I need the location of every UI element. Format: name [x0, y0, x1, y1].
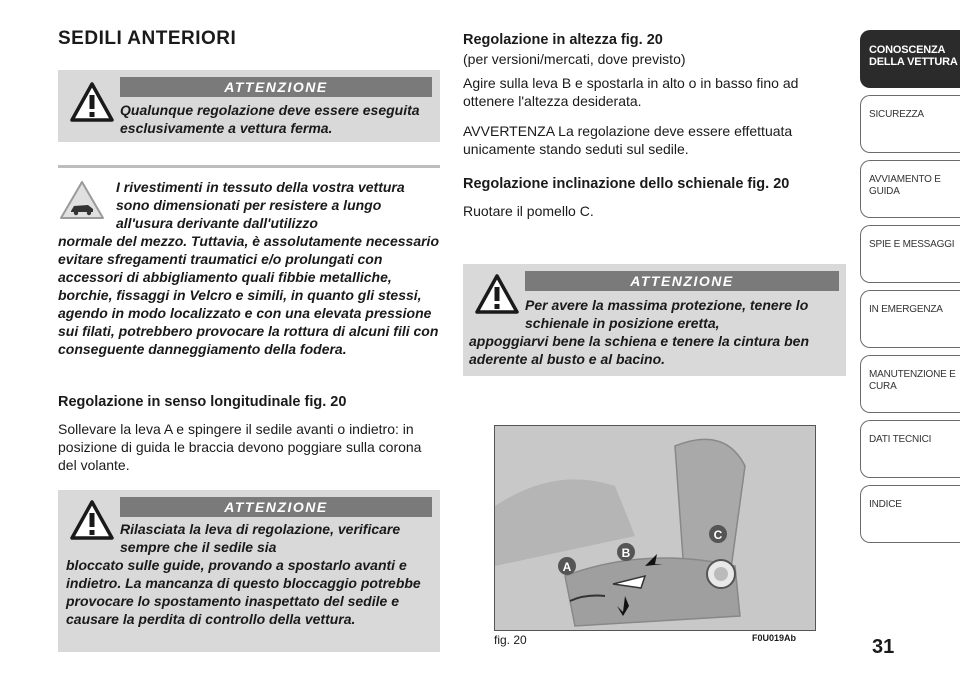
figure-caption: fig. 20 — [494, 633, 527, 647]
seat-adjustment-figure — [494, 425, 816, 631]
warning-box-lever — [58, 490, 440, 652]
warning-label: ATTENZIONE — [120, 77, 432, 97]
warning-rest: bloccato sulle guide, provando a spostarlo avanti e indietro. La mancanza di questo bloccaggio potrebbe provocare lo spostamento inaspettato del sedile e causare la perdita di controllo della vettura. — [66, 557, 421, 627]
warning-triangle-icon — [70, 82, 114, 122]
note-lead: I rivestimenti in tessuto della vostra vettura sono dimensionati per resistere a lungo all'usura derivante dall'utilizzo — [116, 179, 405, 231]
fabric-care-note — [58, 178, 440, 358]
warning-lead: Rilasciata la leva di regolazione, verificare sempre che il sedile sia — [120, 521, 401, 555]
sidebar-tab[interactable]: CONOSCENZA DELLA VETTURA — [860, 30, 960, 88]
section-title-height: Regolazione in altezza fig. 20 — [463, 32, 663, 48]
divider — [58, 165, 440, 168]
figure-label-b: B — [621, 546, 631, 560]
seat-illustration — [495, 426, 815, 630]
warning-text: Qualunque regolazione deve essere eseguita esclusivamente a vettura ferma. — [120, 102, 420, 136]
sidebar-tab[interactable]: INDICE — [860, 485, 960, 543]
page-number: 31 — [872, 636, 895, 658]
section-body-longitudinal: Sollevare la leva A e spingere il sedile avanti o indietro: in posizione di guida le braccia devono poggiare sulla corona del volante. — [58, 421, 422, 473]
section-note-height: AVVERTENZA La regolazione deve essere effettuata unicamente stando seduti sul sedile. — [463, 123, 793, 157]
figure-code: F0U019Ab — [752, 633, 797, 643]
warning-box-adjustment — [58, 70, 440, 142]
sidebar-tab[interactable]: MANUTENZIONE E CURA — [860, 355, 960, 413]
sidebar-tab[interactable]: AVVIAMENTO E GUIDA — [860, 160, 960, 218]
sidebar-tab[interactable]: DATI TECNICI — [860, 420, 960, 478]
warning-label: ATTENZIONE — [525, 271, 839, 291]
note-rest: normale del mezzo. Tuttavia, è assolutamente necessario evitare sfregamenti traumatici e/o prolungati con accessori di abbigliamento quali fibbie metalliche, borchie, fissaggi in Velcro e simili, in quanto gli stessi, agendo in modo localizzato e con una elevata pressione sui filati, potrebbero provocare la rottura di alcuni fili con conseguente danneggiamento della fodera. — [58, 233, 439, 357]
warning-rest: appoggiarvi bene la schiena e tenere la cintura ben aderente al busto e al bacino. — [469, 333, 809, 367]
figure-label-a: A — [562, 560, 572, 574]
sidebar-tab[interactable]: SPIE E MESSAGGI — [860, 225, 960, 283]
warning-text — [469, 296, 841, 368]
sidebar-tab[interactable]: IN EMERGENZA — [860, 290, 960, 348]
warning-label: ATTENZIONE — [120, 497, 432, 517]
warning-text — [66, 520, 436, 628]
warning-box-posture — [463, 264, 846, 376]
section-body-height: Agire sulla leva B e spostarla in alto o in basso fino ad ottenere l'altezza desiderata. — [463, 75, 799, 109]
section-title-longitudinal: Regolazione in senso longitudinale fig. 20 — [58, 394, 347, 410]
page-title: SEDILI ANTERIORI — [58, 28, 237, 49]
figure-label-c: C — [713, 528, 723, 542]
warning-lead: Per avere la massima protezione, tenere lo schienale in posizione eretta, — [525, 297, 809, 331]
section-subtitle-height: (per versioni/mercati, dove previsto) — [463, 51, 686, 67]
section-body-recline: Ruotare il pomello C. — [463, 203, 594, 219]
sidebar-tab[interactable]: SICUREZZA — [860, 95, 960, 153]
section-title-recline: Regolazione inclinazione dello schienale fig. 20 — [463, 176, 790, 192]
